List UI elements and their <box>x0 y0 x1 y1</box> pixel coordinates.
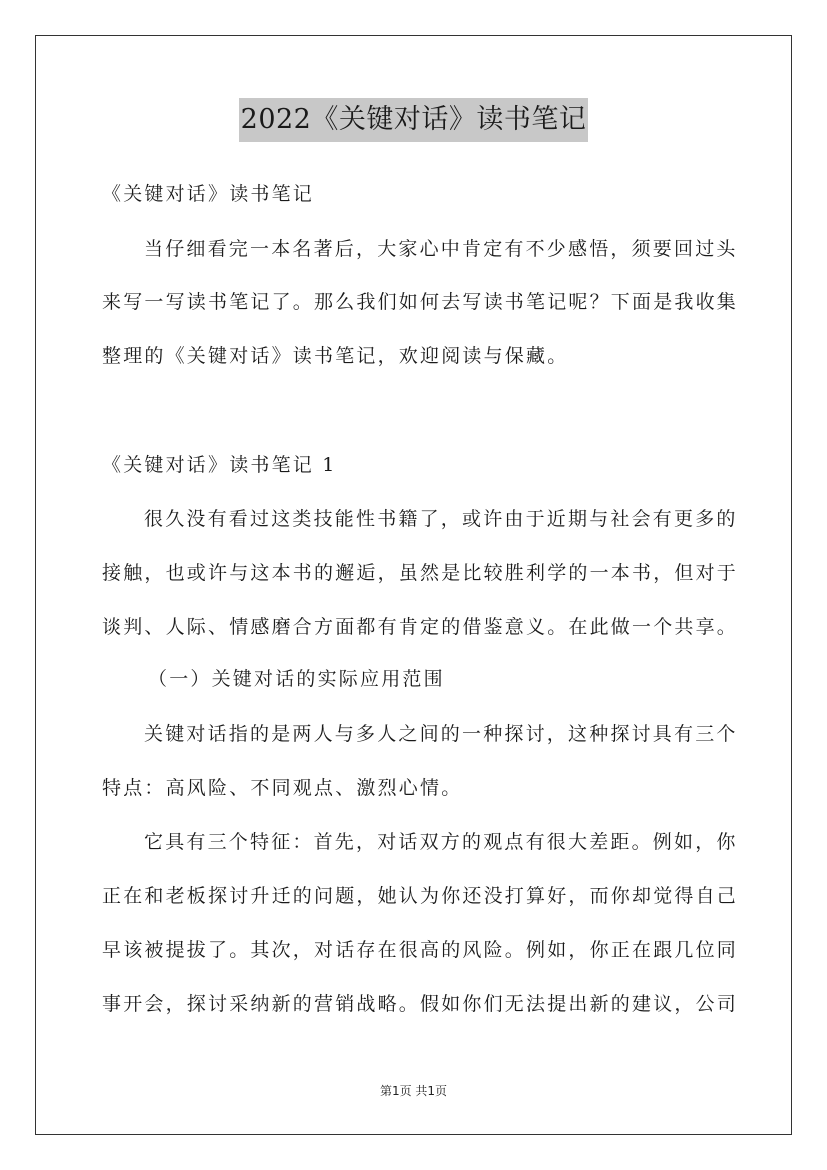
paragraph-line: 很久没有看过这类技能性书籍了，或许由于近期与社会有更多的 <box>144 508 738 530</box>
section-heading: 《关键对话》读书笔记 1 <box>102 454 337 476</box>
paragraph-line: 它具有三个特征：首先，对话双方的观点有很大差距。例如，你 <box>144 831 738 853</box>
paragraph-line: 事开会，探讨采纳新的营销战略。假如你们无法提出新的建议，公司 <box>102 993 739 1015</box>
paragraph-line: 谈判、人际、情感磨合方面都有肯定的借鉴意义。在此做一个共享。 <box>102 616 739 638</box>
intro-line: 整理的《关键对话》读书笔记，欢迎阅读与保藏。 <box>102 345 569 367</box>
paragraph-line: 早该被提拔了。其次，对话存在很高的风险。例如，你正在跟几位同 <box>102 939 739 961</box>
paragraph-line: 正在和老板探讨升迁的问题，她认为你还没打算好，而你却觉得自己 <box>102 885 739 907</box>
paragraph-line: 特点：高风险、不同观点、激烈心情。 <box>102 777 463 799</box>
subheading: （一）关键对话的实际应用范围 <box>148 668 445 690</box>
intro-line: 来写一写读书笔记了。那么我们如何去写读书笔记呢？下面是我收集 <box>102 291 739 313</box>
document-subtitle: 《关键对话》读书笔记 <box>102 183 315 205</box>
title-container <box>0 98 827 142</box>
document-title: 2022《关键对话》读书笔记 <box>239 98 589 142</box>
paragraph-line: 关键对话指的是两人与多人之间的一种探讨，这种探讨具有三个 <box>144 723 738 745</box>
intro-line: 当仔细看完一本名著后，大家心中肯定有不少感悟，须要回过头 <box>144 238 738 260</box>
page-footer: 第1页 共1页 <box>379 1084 448 1098</box>
paragraph-line: 接触，也或许与这本书的邂逅，虽然是比较胜利学的一本书，但对于 <box>102 562 739 584</box>
